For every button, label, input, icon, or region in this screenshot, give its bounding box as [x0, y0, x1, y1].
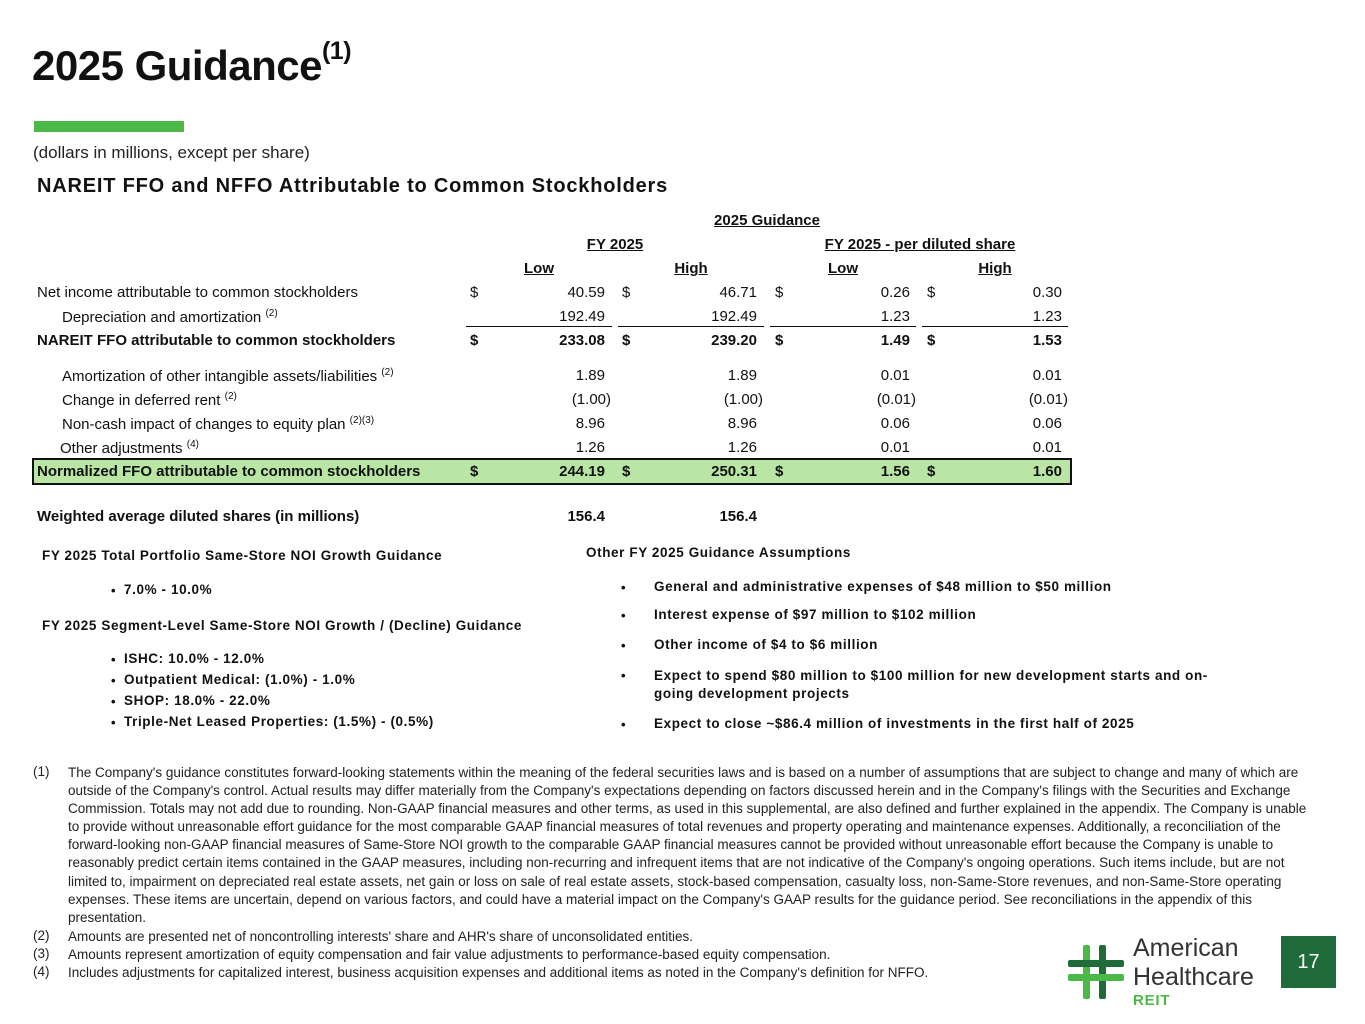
table-cell: 0.01 [880, 439, 910, 456]
dollar-sign: $ [470, 284, 479, 301]
footnote-text: Amounts are presented net of noncontrolling interests' share and AHR's share of unconsolidated entities. [68, 929, 694, 944]
table-cell: 0.06 [880, 415, 910, 432]
dollar-sign: $ [927, 463, 936, 480]
page-title [32, 37, 352, 90]
table-cell: 1.89 [575, 367, 605, 384]
bullet-icon: • [621, 717, 626, 732]
table-row-label: Normalized FFO attributable to common stockholders [37, 463, 421, 480]
list-item: 7.0% - 10.0% [124, 582, 213, 597]
footnote-text: Amounts represent amortization of equity compensation and fair value adjustments to performance-based equity compensation. [68, 947, 831, 962]
footnote-marker: (1) [33, 764, 50, 779]
bullet-icon: • [111, 583, 116, 598]
table-cell: 0.30 [1032, 284, 1062, 301]
list-item: ISHC: 10.0% - 12.0% [124, 651, 265, 666]
list-item: Other income of $4 to $6 million [654, 637, 878, 652]
dollar-sign: $ [470, 463, 479, 480]
bullet-icon: • [621, 638, 626, 653]
dollar-sign: $ [775, 332, 784, 349]
shares-cell: 156.4 [567, 508, 605, 525]
table-col-header: High [674, 260, 708, 277]
table-cell: 233.08 [559, 332, 605, 349]
subtotal-rule [922, 326, 1068, 327]
list-item: Expect to close ~$86.4 million of investments in the first half of 2025 [654, 716, 1135, 731]
bullet-icon: • [621, 580, 626, 595]
table-row-label: Other adjustments $^{(4)}$ [60, 439, 199, 457]
logo [1066, 943, 1126, 1006]
list-item: Interest expense of $97 million to $102 million [654, 607, 977, 622]
table-row-label: Non-cash impact of changes to equity plan $^{(2)(3)}$ [62, 415, 375, 433]
footnote-ref: (2) [381, 367, 394, 378]
table-cell: 1.60 [1032, 463, 1062, 480]
subtotal-rule [770, 326, 916, 327]
healthcare-cross-icon [1066, 943, 1126, 1001]
dollar-sign: $ [622, 284, 631, 301]
table-cell: 1.26 [575, 439, 605, 456]
table-cell: 0.26 [880, 284, 910, 301]
footnote-ref: (2)(3) [349, 415, 375, 426]
title-accent-bar [34, 121, 184, 132]
table-cell: 40.59 [567, 284, 605, 301]
table-cell: 46.71 [719, 284, 757, 301]
bullet-icon: • [621, 668, 626, 683]
page-title-text: 2025 Guidance [32, 42, 322, 89]
table-cell: 192.49 [711, 308, 757, 325]
logo-line-reit: REIT [1133, 992, 1171, 1009]
table-cell: 1.26 [727, 439, 757, 456]
table-cell: 8.96 [727, 415, 757, 432]
subtotal-rule [466, 326, 612, 327]
dollar-sign: $ [622, 332, 631, 349]
list-item: General and administrative expenses of $48 million to $50 million [654, 579, 1112, 594]
dollar-sign: $ [927, 284, 936, 301]
dollar-sign: $ [775, 463, 784, 480]
segment-noi-heading: FY 2025 Segment-Level Same-Store NOI Growth / (Decline) Guidance [42, 618, 523, 633]
bullet-icon: • [111, 652, 116, 667]
table-cell: 0.01 [880, 367, 910, 384]
table-col-group-fy2025: FY 2025 [586, 236, 644, 253]
list-item: Expect to spend $80 million to $100 million for new development starts and on-going development projects [654, 668, 1208, 701]
logo-line-healthcare: Healthcare [1133, 963, 1254, 991]
section-title: NAREIT FFO and NFFO Attributable to Common Stockholders [37, 175, 669, 197]
table-cell: 1.89 [727, 367, 757, 384]
dollar-sign: $ [622, 463, 631, 480]
footnote-ref: (4) [186, 439, 199, 450]
page-number: 17 [1281, 936, 1336, 988]
footnote-text: The Company's guidance constitutes forward-looking statements within the meaning of the federal securities laws and is based on a number of assumptions that are subject to change and many of which are outside of the Company's control. Actual results may differ materially from the Company's expectations depending on factors discussed herein and in the Company's filings with the Securities and Exchange Commission. Totals may not add due to rounding. Non-GAAP financial measures and other terms, as used in this supplemental, are also defined and further explained in the appendix. The Company is unable to provide without unreasonable effort guidance for the most comparable GAAP financial measures of total revenues and property operating and maintenance expenses. Additionally, a reconciliation of the forward-looking non-GAAP financial measures of Same-Store NOI growth to the comparable GAAP financial measures cannot be provided without unreasonable effort because the Company is unable to reasonably predict certain items contained in the GAAP measures, including non-recurring and infrequent items that are not indicative of the Company's ongoing operations. Such items include, but are not limited to, impairment on depreciated real estate assets, net gain or loss on sale of real estate assets, stock-based compensation, casualty loss, non-Same-Store revenues, and non-Same-Store operating expenses. These items are uncertain, depend on various factors, and could have a material impact on the Company's GAAP results for the guidance period. See reconciliations in the appendix of this presentation. [68, 765, 1307, 925]
page-title-footnote-ref: (1) [321, 37, 352, 65]
footnote-marker: (3) [33, 946, 50, 961]
table-row-label: Change in deferred rent $^{(2)}$ [62, 391, 237, 409]
list-item: Triple-Net Leased Properties: (1.5%) - (0.5%) [124, 714, 434, 729]
footnote-ref: (2) [224, 391, 237, 402]
table-col-header: Low [828, 260, 858, 277]
table-row-label: NAREIT FFO attributable to common stockholders [37, 332, 396, 349]
footnote-ref: (2) [265, 308, 278, 319]
footnote-text: Includes adjustments for capitalized interest, business acquisition expenses and additional items as noted in the Company's definition for NFFO. [68, 965, 929, 980]
bullet-icon: • [111, 694, 116, 709]
dollar-sign: $ [775, 284, 784, 301]
table-cell: 0.06 [1032, 415, 1062, 432]
logo-line-american: American [1133, 934, 1239, 962]
table-cell: 1.53 [1032, 332, 1062, 349]
table-cell: 250.31 [711, 463, 757, 480]
footnote-marker: (4) [33, 964, 50, 979]
dollar-sign: $ [470, 332, 479, 349]
table-cell: (0.01) [1028, 391, 1068, 408]
table-col-header: Low [524, 260, 554, 277]
table-cell: 8.96 [575, 415, 605, 432]
table-cell: 1.56 [880, 463, 910, 480]
table-cell: 244.19 [559, 463, 605, 480]
shares-cell: 156.4 [719, 508, 757, 525]
units-note: (dollars in millions, except per share) [33, 143, 310, 162]
table-cell: (0.01) [876, 391, 916, 408]
portfolio-noi-heading: FY 2025 Total Portfolio Same-Store NOI Growth Guidance [42, 548, 443, 563]
table-row-label: Net income attributable to common stockholders [37, 284, 358, 301]
table-row-label: Depreciation and amortization $^{(2)}$ [62, 308, 278, 326]
table-cell: (1.00) [723, 391, 763, 408]
bullet-icon: • [621, 608, 626, 623]
table-cell: 239.20 [711, 332, 757, 349]
table-cell: 192.49 [559, 308, 605, 325]
table-cell: 0.01 [1032, 367, 1062, 384]
list-item: Outpatient Medical: (1.0%) - 1.0% [124, 672, 356, 687]
subtotal-rule [618, 326, 764, 327]
table-cell: 0.01 [1032, 439, 1062, 456]
list-item: SHOP: 18.0% - 22.0% [124, 693, 271, 708]
table-col-header: High [978, 260, 1012, 277]
shares-row-label: Weighted average diluted shares (in millions) [37, 508, 360, 525]
table-group-header: 2025 Guidance [714, 212, 820, 229]
table-col-group-per-share: FY 2025 - per diluted share [824, 236, 1016, 253]
footnote-marker: (2) [33, 928, 50, 943]
other-assumptions-heading: Other FY 2025 Guidance Assumptions [586, 545, 851, 560]
logo-wordmark [1133, 934, 1254, 1009]
table-row-label: Amortization of other intangible assets/liabilities $^{(2)}$ [62, 367, 394, 385]
bullet-icon: • [111, 673, 116, 688]
table-cell: 1.49 [880, 332, 910, 349]
table-cell: (1.00) [571, 391, 611, 408]
table-cell: 1.23 [1032, 308, 1062, 325]
dollar-sign: $ [927, 332, 936, 349]
bullet-icon: • [111, 715, 116, 730]
table-cell: 1.23 [880, 308, 910, 325]
